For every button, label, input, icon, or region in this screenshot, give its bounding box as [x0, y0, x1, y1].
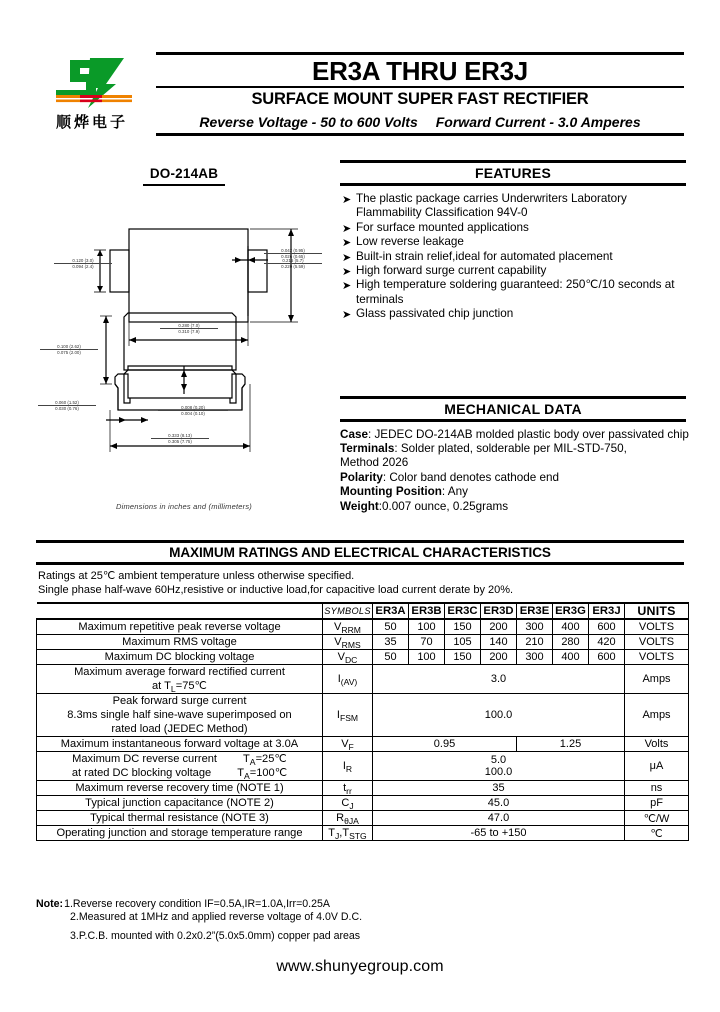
row-value: 5.0 [490, 754, 507, 767]
row-desc: Typical thermal resistance (NOTE 3) [37, 811, 323, 826]
row-value-span: 100.0 [373, 694, 625, 737]
row-value-span: 3.0 [373, 665, 625, 694]
row-value: 210 [517, 635, 553, 650]
row-unit: ℃ [625, 826, 689, 841]
page-subtitle: SURFACE MOUNT SUPER FAST RECTIFIER [251, 90, 589, 108]
row-symbol: $I_R$ [323, 752, 373, 781]
table-row [37, 826, 689, 841]
notes-label: Note: [36, 898, 64, 910]
header-rule-bottom [156, 133, 684, 136]
row-value: 50 [373, 650, 409, 665]
feature-item: ➤ Glass passivated chip junction [342, 307, 514, 322]
row-unit: Amps [625, 665, 689, 694]
row-unit: VOLTS [625, 650, 689, 665]
table-row [37, 694, 689, 737]
bullet-icon: ➤ [342, 280, 352, 293]
mech-row: Mounting Position: Any [340, 485, 468, 499]
row-symbol: $t_{rr}$ [323, 781, 373, 796]
mech-row: Case: JEDEC DO-214AB molded plastic body over passivated chip [340, 427, 689, 441]
dim-side-lead-length: $\frac{0.060 (1.52)}{0.030 (0.76)}$ [38, 400, 96, 411]
feature-item: ➤ The plastic package carries Underwriters Laboratory Flammability Classification 94V-0 [342, 192, 627, 220]
dim-top-bottom-width: $\frac{0.280 (7.0)}{0.310 (7.9)}$ [160, 323, 218, 334]
row-value: 100.0 [484, 766, 513, 779]
row-unit: Volts [625, 737, 689, 752]
bullet-icon: ➤ [342, 222, 352, 235]
row-symbol: $V_{RRM}$ [323, 619, 373, 635]
row-desc: Maximum reverse recovery time (NOTE 1) [37, 781, 323, 796]
table-header-row [37, 603, 689, 619]
row-value: 400 [553, 619, 589, 635]
row-value: 600 [589, 650, 625, 665]
ratings-section [36, 540, 684, 841]
spec-forward-current: Forward Current - 3.0 Amperes [435, 114, 641, 130]
row-value: 150 [445, 650, 481, 665]
specifications-table [36, 602, 689, 841]
mechanical-data-body [340, 422, 708, 514]
mech-row: Terminals: Solder plated, solderable per MIL-STD-750, [340, 442, 627, 456]
row-unit: pF [625, 796, 689, 811]
table-row [37, 781, 689, 796]
row-value-split: 0.95 [373, 737, 517, 752]
features-heading: FEATURES [340, 160, 686, 186]
dim-side-lead-thickness: $\frac{0.008 (0.20)}{0.004 (0.10)}$ [158, 405, 228, 416]
features-list [340, 186, 686, 322]
dimension-caption: Dimensions in inches and (millimeters) [116, 502, 252, 511]
row-value: 100 [409, 619, 445, 635]
note-item: 3.P.C.B. mounted with 0.2x0.2”(5.0x5.0mm) copper pad areas [70, 930, 361, 942]
footer-url[interactable]: www.shunyegroup.com [276, 958, 444, 975]
row-value-span: -65 to +150 [373, 826, 625, 841]
row-value-span: 35 [373, 781, 625, 796]
row-symbol: $T_J,T_{STG}$ [323, 826, 373, 841]
row-desc: Maximum RMS voltage [37, 635, 323, 650]
dim-side-overall-length: $\frac{0.333 (8.13)}{0.305 (7.75)}$ [151, 433, 209, 444]
row-value: 280 [553, 635, 589, 650]
header-part-er3g: ER3G [553, 603, 589, 619]
package-drawing-column [36, 160, 332, 538]
row-unit: VOLTS [625, 635, 689, 650]
row-symbol: $V_{RMS}$ [323, 635, 373, 650]
row-value: 70 [409, 635, 445, 650]
header-part-er3a: ER3A [373, 603, 409, 619]
feature-item: ➤ Built-in strain relief,ideal for automated placement [342, 249, 613, 264]
table-row [37, 811, 689, 826]
row-desc-condition: Maximum DC reverse current $T_A=25℃$ [72, 753, 287, 767]
mech-row: Method 2026 [340, 456, 409, 470]
header-blank-cell [37, 603, 323, 619]
dim-side-top-right: $\frac{0.042 (0.95)}{0.026 (0.65)}$ [264, 248, 322, 259]
row-value: 200 [481, 650, 517, 665]
header-part-er3c: ER3C [445, 603, 481, 619]
sy-logo-icon [44, 54, 140, 112]
table-row [37, 650, 689, 665]
feature-item: ➤ High temperature soldering guaranteed: 250℃/10 seconds at terminals [342, 278, 675, 306]
row-desc-condition: at $T_L=75℃$ [151, 680, 207, 694]
spec-reverse-voltage: Reverse Voltage - 50 to 600 Volts [199, 114, 418, 130]
package-title-rule [143, 184, 225, 186]
row-desc: Maximum DC blocking voltage [37, 650, 323, 665]
note-item: 2.Measured at 1MHz and applied reverse voltage of 4.0V D.C. [70, 911, 363, 923]
ratings-heading: MAXIMUM RATINGS AND ELECTRICAL CHARACTERISTICS [36, 540, 684, 565]
dim-top-right-height: $\frac{0.215 (5.7)}{0.220 (5.59)}$ [264, 258, 322, 269]
row-desc [37, 752, 323, 781]
feature-item: ➤ Low reverse leakage [342, 235, 464, 250]
row-value: 300 [517, 619, 553, 635]
header-part-er3j: ER3J [589, 603, 625, 619]
company-logo [36, 52, 148, 152]
mechanical-heading: MECHANICAL DATA [340, 396, 686, 422]
row-desc: Typical junction capacitance (NOTE 2) [37, 796, 323, 811]
table-row [37, 752, 689, 781]
row-value: 420 [589, 635, 625, 650]
table-row [37, 619, 689, 635]
row-unit: ns [625, 781, 689, 796]
row-unit: VOLTS [625, 619, 689, 635]
row-value-span: 47.0 [373, 811, 625, 826]
row-unit: Amps [625, 694, 689, 737]
row-value: 200 [481, 619, 517, 635]
row-unit: ℃/W [625, 811, 689, 826]
feature-item: ➤ For surface mounted applications [342, 220, 529, 235]
bullet-icon: ➤ [342, 266, 352, 279]
row-symbol: $V_F$ [323, 737, 373, 752]
row-desc: Maximum instantaneous forward voltage at 3.0A [37, 737, 323, 752]
ratings-conditions [36, 565, 684, 602]
row-desc-condition: at rated DC blocking voltage $T_A=100℃$ [71, 767, 288, 781]
page-header [36, 52, 684, 152]
row-value: 35 [373, 635, 409, 650]
row-value: 140 [481, 635, 517, 650]
header-part-er3d: ER3D [481, 603, 517, 619]
row-value: 50 [373, 619, 409, 635]
header-part-er3b: ER3B [409, 603, 445, 619]
row-value: 400 [553, 650, 589, 665]
bullet-icon: ➤ [342, 237, 352, 250]
mech-row: Weight:0.007 ounce, 0.25grams [340, 499, 509, 513]
row-desc: Maximum average forward rectified current at $T_L=75℃$ [37, 665, 323, 694]
table-row [37, 796, 689, 811]
feature-item: ➤ High forward surge current capability [342, 264, 547, 279]
row-symbol: $C_J$ [323, 796, 373, 811]
dim-side-left-height: $\frac{0.100 (2.62)}{0.075 (2.00)}$ [40, 344, 98, 355]
ratings-condition-line: Single phase half-wave 60Hz,resistive or inductive load,for capacitive load current derate by 20%. [38, 583, 514, 596]
row-symbol: $I_{FSM}$ [323, 694, 373, 737]
header-symbols: SYMBOLS [323, 603, 373, 619]
row-value-stack [373, 752, 625, 781]
note-item: 1.Reverse recovery condition IF=0.5A,IR=1.0A,Irr=0.25A [64, 898, 330, 910]
ratings-condition-line: Ratings at 25℃ ambient temperature unless otherwise specified. [38, 570, 355, 582]
row-value-span: 45.0 [373, 796, 625, 811]
mech-row: Polarity: Color band denotes cathode end [340, 470, 559, 484]
bullet-icon: ➤ [342, 309, 352, 322]
dim-top-left-height: $\frac{0.120 (3.0)}{0.094 (2.4)}$ [54, 258, 112, 269]
row-value-split: 1.25 [517, 737, 625, 752]
page-title: ER3A THRU ER3J [312, 56, 528, 86]
bullet-icon: ➤ [342, 194, 352, 206]
package-dimension-drawing [36, 188, 332, 498]
table-row [37, 665, 689, 694]
row-value: 300 [517, 650, 553, 665]
header-units: UNITS [625, 603, 689, 619]
row-desc: Peak forward surge current 8.3ms single half sine-wave superimposed on rated load (JEDEC Method) [37, 694, 323, 737]
row-value: 150 [445, 619, 481, 635]
row-symbol: $V_{DC}$ [323, 650, 373, 665]
row-desc: Maximum repetitive peak reverse voltage [37, 619, 323, 635]
page-spec-line [156, 110, 684, 133]
row-desc: Operating junction and storage temperature range [37, 826, 323, 841]
row-symbol: $I_{(AV)}$ [323, 665, 373, 694]
row-value: 100 [409, 650, 445, 665]
package-name: DO-214AB [149, 166, 219, 181]
title-block [148, 52, 684, 152]
row-value: 600 [589, 619, 625, 635]
right-column [340, 160, 689, 514]
header-part-er3e: ER3E [517, 603, 553, 619]
row-unit: μA [625, 752, 689, 781]
table-row [37, 635, 689, 650]
company-name-cn: 顺烨电子 [55, 113, 128, 131]
note-line [36, 898, 684, 911]
notes-section [36, 898, 684, 943]
row-symbol: $R_{\theta JA}$ [323, 811, 373, 826]
row-value: 105 [445, 635, 481, 650]
bullet-icon: ➤ [342, 251, 352, 264]
table-row [37, 737, 689, 752]
